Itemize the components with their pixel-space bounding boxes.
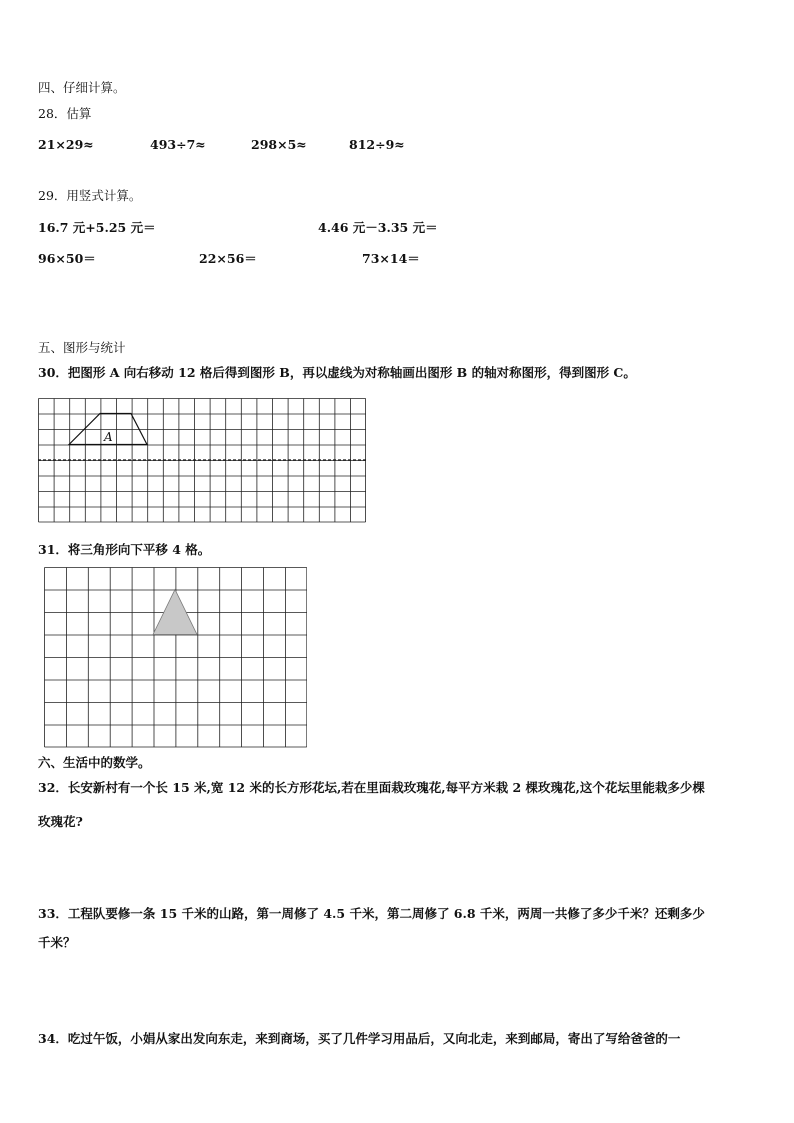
q34-line-1: 34．吃过午饭，小娟从家出发向东走，来到商场，买了几件学习用品后，又向北走，来到邮局，寄出了写给爸爸的一: [38, 1031, 681, 1046]
q30-text: 30．把图形 A 向右移动 12 格后得到图形 B，再以虚线为对称轴画出图形 B 的轴对称图形，得到图形 C。: [38, 365, 636, 380]
calc-item-3: 96×50＝: [38, 251, 96, 266]
q32-line-1: 32．长安新村有一个长 15 米,宽 12 米的长方形花坛,若在里面栽玫瑰花,每平方米栽 2 棵玫瑰花,这个花坛里能栽多少棵: [38, 780, 705, 795]
calc-item-2: 4.46 元－3.35 元＝: [318, 220, 438, 235]
q33-line-1: 33．工程队要修一条 15 千米的山路，第一周修了 4.5 千米，第二周修了 6.8 千米，两周一共修了多少千米？还剩多少: [38, 906, 705, 921]
q30-grid-figure: [38, 398, 367, 524]
q33-line-2: 千米？: [38, 935, 76, 950]
calc-item-5: 73×14＝: [362, 251, 420, 266]
q28-label: 28．估算: [38, 106, 92, 121]
estimate-item-1: 21×29≈: [38, 137, 94, 152]
q30-grid: [39, 399, 366, 523]
section-4-title: 四、仔细计算。: [38, 80, 126, 95]
shape-a-label: A: [104, 430, 113, 444]
q31-grid-figure: [44, 567, 307, 749]
estimate-item-4: 812÷9≈: [349, 137, 405, 152]
estimate-item-2: 493÷7≈: [150, 137, 206, 152]
q31-text: 31．将三角形向下平移 4 格。: [38, 542, 211, 557]
calc-item-4: 22×56＝: [199, 251, 257, 266]
triangle-shape: [153, 590, 197, 635]
calc-item-1: 16.7 元+5.25 元＝: [38, 220, 156, 235]
estimate-item-3: 298×5≈: [251, 137, 307, 152]
section-6-title: 六、生活中的数学。: [38, 755, 151, 770]
q29-label: 29．用竖式计算。: [38, 188, 142, 203]
section-5-title: 五、图形与统计: [38, 340, 126, 355]
q32-line-2: 玫瑰花?: [38, 814, 83, 829]
